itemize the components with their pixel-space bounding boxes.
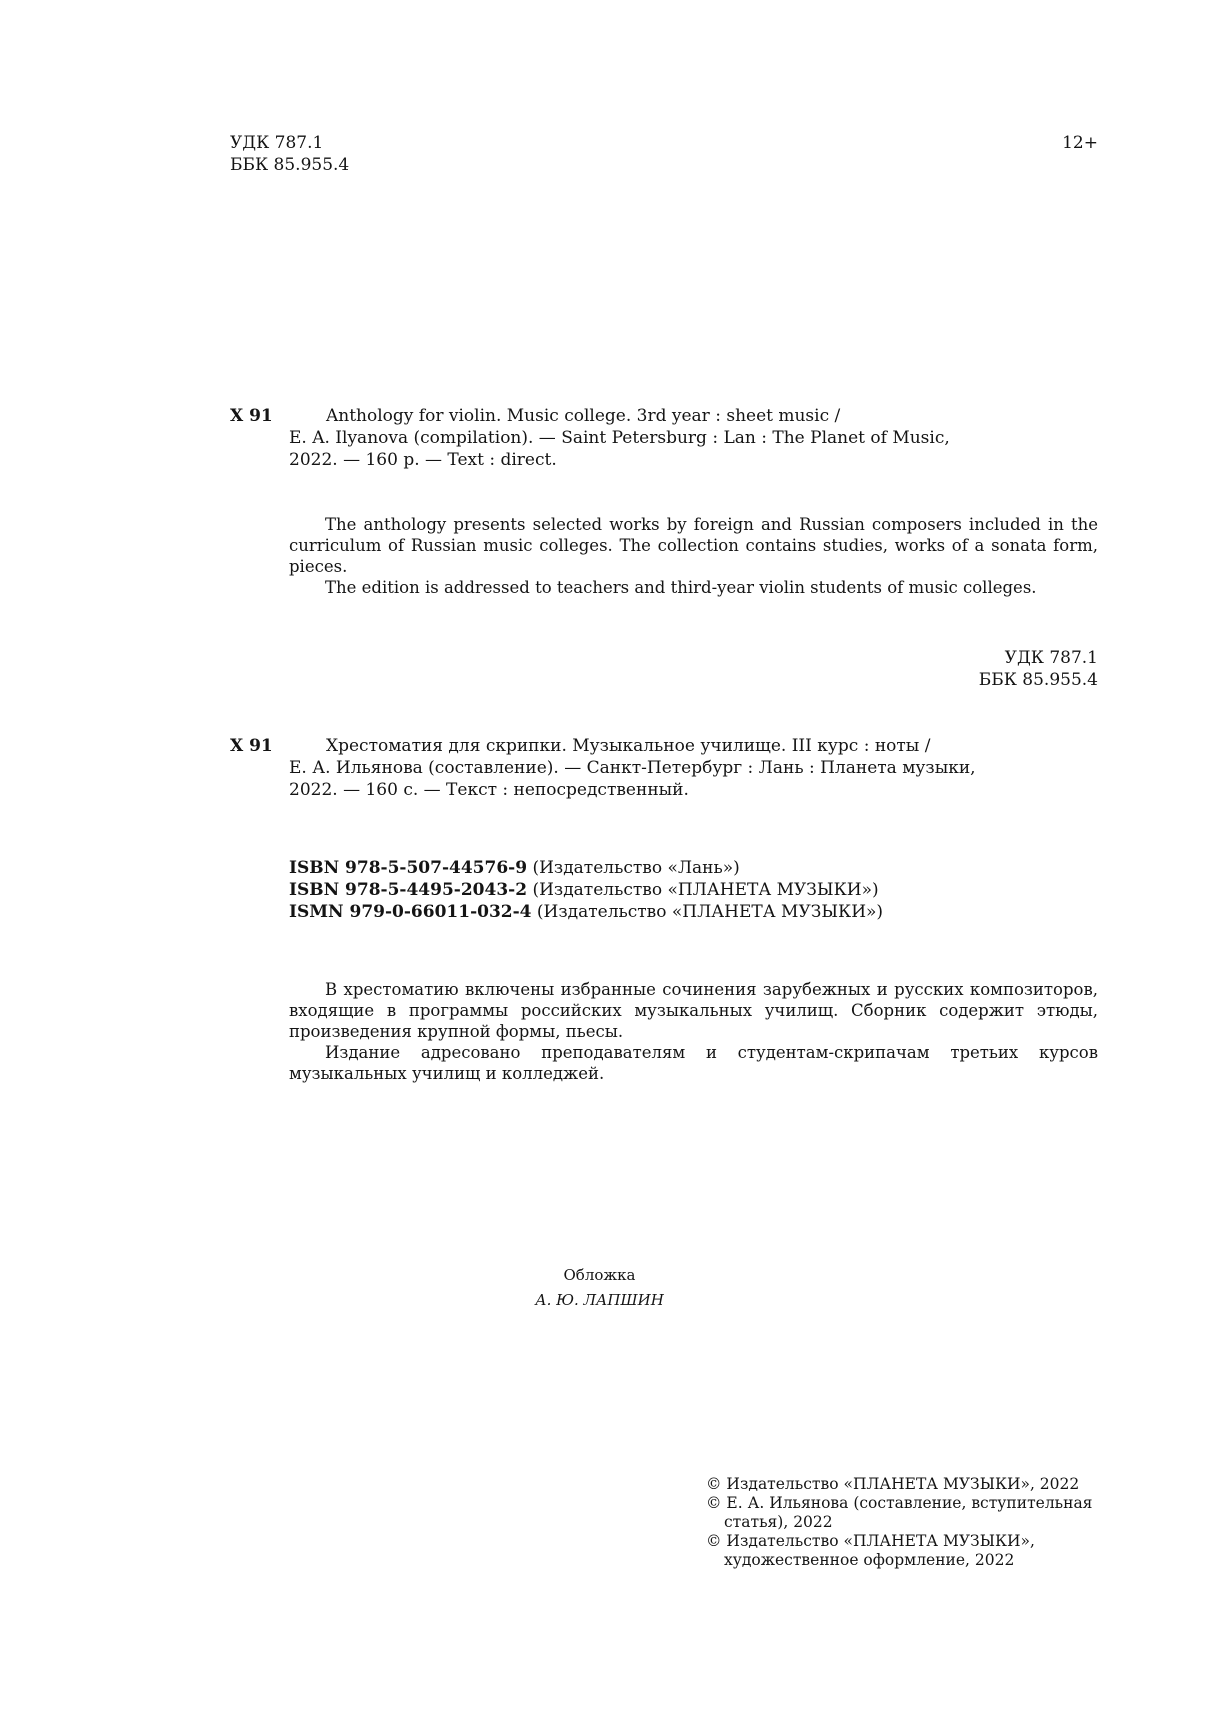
russian-record-line2: Е. А. Ильянова (составление). — Санкт-Петербург : Лань : Планета музыки,: [289, 758, 976, 778]
identifier-publisher: (Издательство «ПЛАНЕТА МУЗЫКИ»): [532, 880, 879, 900]
copyright-block: [706, 1475, 1096, 1570]
identifier-line: [289, 901, 883, 923]
english-abstract: [289, 514, 1098, 598]
english-record-line3: 2022. — 160 p. — Text : direct.: [289, 450, 557, 470]
english-record-line1: Anthology for violin. Music college. 3rd year : sheet music /: [326, 406, 841, 426]
russian-record-code: X 91: [230, 736, 273, 756]
cover-credit: [0, 1264, 1211, 1311]
russian-abstract-p2: Издание адресовано преподавателям и студентам-скрипачам третьих курсов музыкальных училищ и колледжей.: [289, 1043, 1098, 1083]
english-record-line2: E. A. Ilyanova (compilation). — Saint Petersburg : Lan : The Planet of Music,: [289, 428, 950, 448]
copyright-item: © Издательство «ПЛАНЕТА МУЗЫКИ», 2022: [706, 1475, 1080, 1493]
copyright-item: © Издательство «ПЛАНЕТА МУЗЫКИ», художественное оформление, 2022: [706, 1532, 1035, 1569]
cover-label: Обложка: [563, 1266, 636, 1284]
russian-record: [289, 735, 1098, 801]
identifier-publisher: (Издательство «ПЛАНЕТА МУЗЫКИ»): [536, 902, 884, 922]
cover-artist: А. Ю. ЛАПШИН: [535, 1291, 664, 1309]
identifier-line: [289, 857, 883, 879]
russian-record-line3: 2022. — 160 с. — Текст : непосредственный.: [289, 780, 689, 800]
identifier-number: ISBN 978-5-507-44576-9: [289, 858, 528, 878]
russian-record-line1: Хрестоматия для скрипки. Музыкальное училище. III курс : ноты /: [326, 736, 931, 756]
identifier-line: [289, 879, 883, 901]
english-abstract-p2: The edition is addressed to teachers and third-year violin students of music colleges.: [325, 578, 1037, 597]
identifiers: [289, 857, 883, 923]
english-abstract-p1: The anthology presents selected works by foreign and Russian composers included in the curriculum of Russian music colleges. The collection contains studies, works of a sonata form, pieces.: [289, 515, 1098, 576]
header-udk: УДК 787.1: [230, 133, 324, 153]
header-bbk: ББК 85.955.4: [230, 155, 350, 175]
age-rating: 12+: [1062, 133, 1098, 153]
classification-udk: УДК 787.1: [1004, 648, 1098, 668]
identifier-number: ISBN 978-5-4495-2043-2: [289, 880, 528, 900]
identifier-publisher: (Издательство «Лань»): [532, 858, 740, 878]
russian-abstract-p1: В хрестоматию включены избранные сочинения зарубежных и русских композиторов, входящие в программы российских музыкальных училищ. Сборник содержит этюды, произведения крупной формы, пьесы.: [289, 980, 1098, 1041]
english-record-code: X 91: [230, 406, 273, 426]
classification-right: [979, 647, 1098, 691]
identifier-number: ISMN 979-0-66011-032-4: [289, 902, 532, 922]
english-record: [289, 405, 1098, 471]
classification-bbk: ББК 85.955.4: [978, 670, 1098, 690]
header-classification: [230, 132, 349, 176]
russian-abstract: [289, 979, 1098, 1084]
copyright-item: © Е. А. Ильянова (составление, вступительная статья), 2022: [706, 1494, 1093, 1531]
